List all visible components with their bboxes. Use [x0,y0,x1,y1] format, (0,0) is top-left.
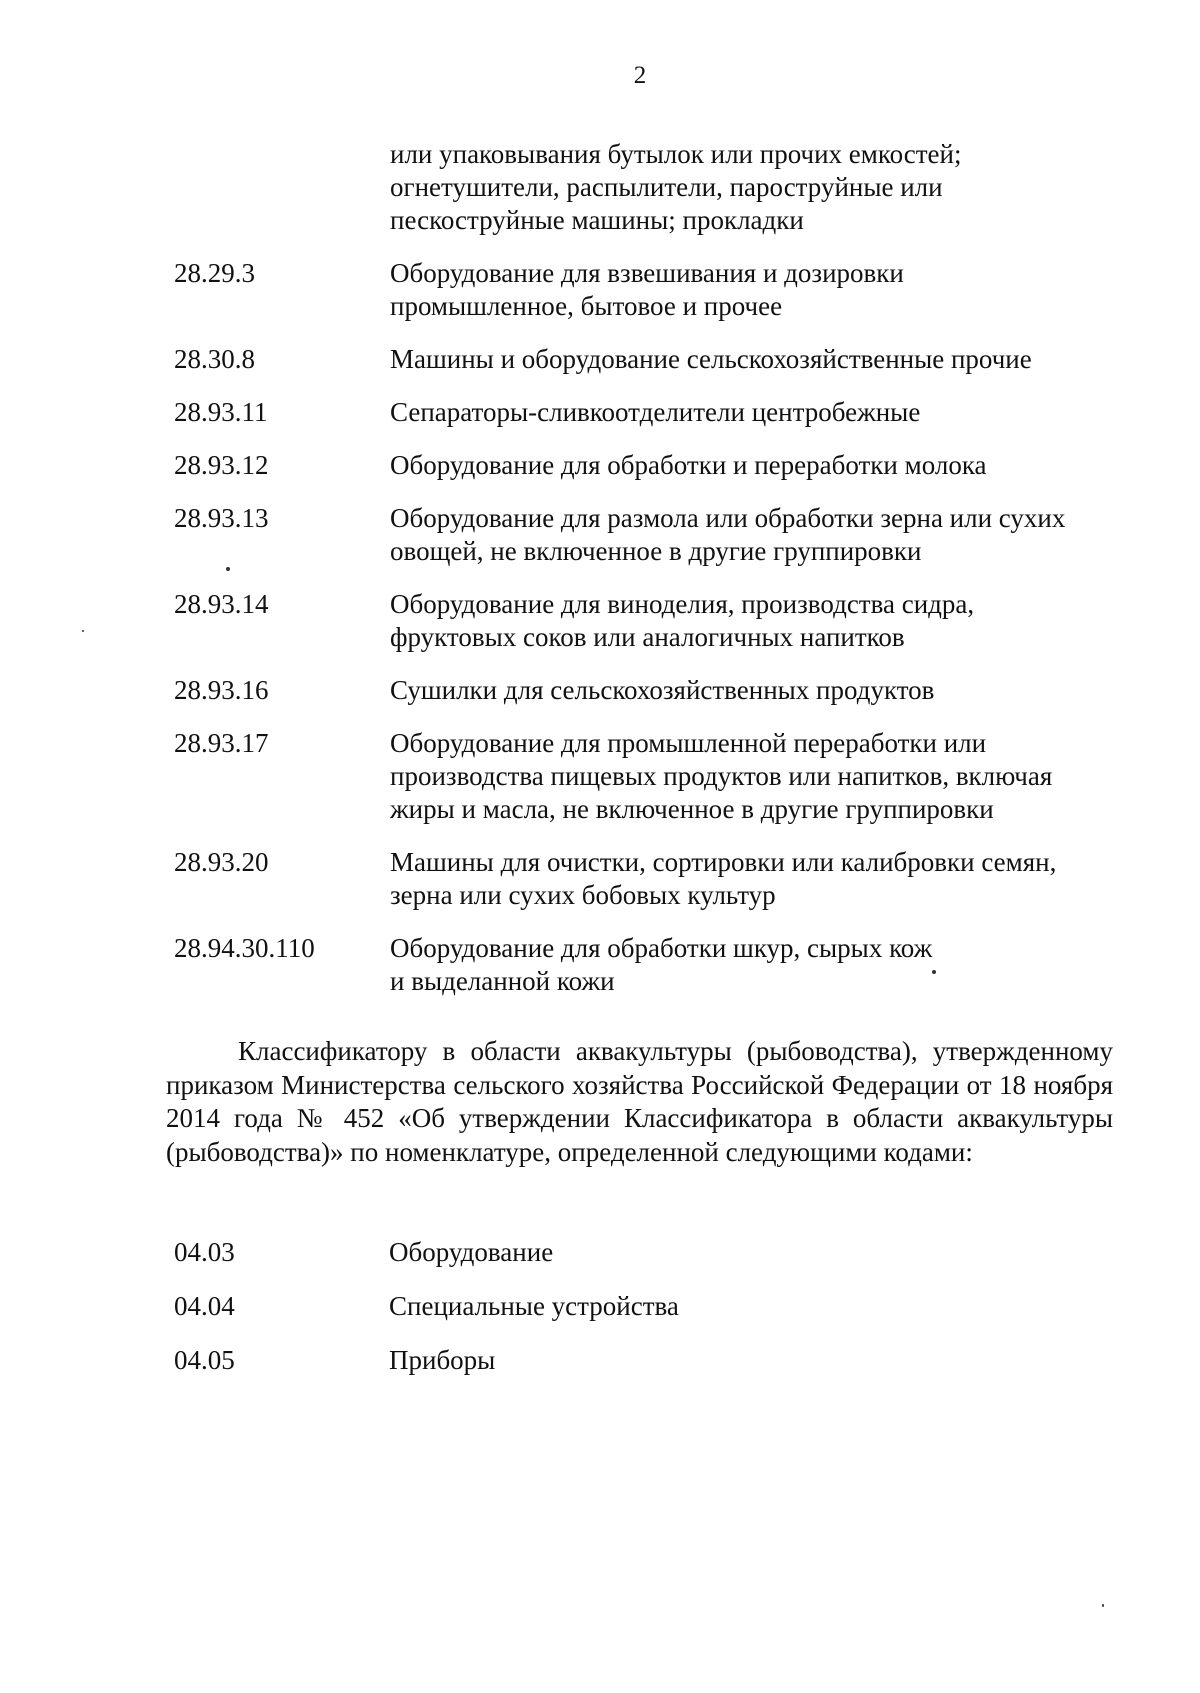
code-cell: 04.03 [174,1237,235,1267]
code-cell: 04.04 [174,1291,235,1321]
scan-speck [1102,1604,1104,1607]
description-cell: Оборудование для виноделия, производства сидра, фруктовых соков или аналогичных напитков [390,589,975,652]
okpd-code-table [174,138,1134,998]
table-row [174,727,1134,826]
description-cell: Оборудование для обработки и переработки молока [390,450,987,480]
description-cell: Специальные устройства [389,1291,679,1321]
table-row [174,502,1134,568]
description-cell: Оборудование для взвешивания и дозировки промышленное, бытовое и прочее [390,258,904,321]
table-row [174,449,1134,482]
table-row [174,257,1134,323]
code-cell: 28.93.17 [174,728,269,758]
code-cell: 28.93.20 [174,847,269,877]
code-cell: 28.93.11 [174,397,268,427]
scan-speck [932,970,936,974]
description-cell: Сушилки для сельскохозяйственных продуктов [390,675,935,705]
description-cell: Оборудование для промышленной переработки или производства пищевых продуктов или напитков, включая жиры и масла, не включенное в другие группировки [390,728,1053,824]
description-cell: Оборудование для обработки шкур, сырых кож и выделанной кожи [390,933,933,996]
description-cell: или упаковывания бутылок или прочих емкостей; огнетушители, распылители, пароструйные или пескоструйные машины; прокладки [390,139,962,235]
code-cell: 28.29.3 [174,258,255,288]
classifier-paragraph: Классификатору в области аквакультуры (рыбоводства), утвержденному приказом Министерства сельского хозяйства Российской Федерации от 18 ноября 2014 года № 452 «Об утверждении Классификатора в области аквакультуры (рыбоводства)» по номенклатуре, определенной следующими кодами: [166,1036,1113,1167]
code-cell: 04.05 [174,1345,235,1375]
table-row [174,932,1134,998]
table-row [174,396,1134,429]
table-row [174,138,1134,237]
aquaculture-code-table [174,1236,874,1377]
code-cell: 28.94.30.110 [174,933,315,963]
table-row [174,1290,874,1323]
table-row [174,846,1134,912]
code-cell: 28.93.16 [174,675,269,705]
scan-speck [82,630,84,632]
page-number: 2 [633,62,647,89]
table-row [174,1344,874,1377]
code-cell: 28.93.13 [174,503,269,533]
code-cell: 28.93.12 [174,450,269,480]
description-cell: Приборы [389,1345,496,1375]
table-row [174,343,1134,376]
description-cell: Сепараторы-сливкоотделители центробежные [390,397,921,427]
description-cell: Машины для очистки, сортировки или калибровки семян, зерна или сухих бобовых культур [390,847,1057,910]
scan-speck [226,567,230,571]
code-cell: 28.30.8 [174,344,255,374]
description-cell: Оборудование [389,1237,554,1267]
table-row [174,588,1134,654]
description-cell: Машины и оборудование сельскохозяйственные прочие [390,344,1032,374]
table-row [174,674,1134,707]
code-cell: 28.93.14 [174,589,269,619]
table-row [174,1236,874,1269]
description-cell: Оборудование для размола или обработки зерна или сухих овощей, не включенное в другие группировки [390,503,1066,566]
